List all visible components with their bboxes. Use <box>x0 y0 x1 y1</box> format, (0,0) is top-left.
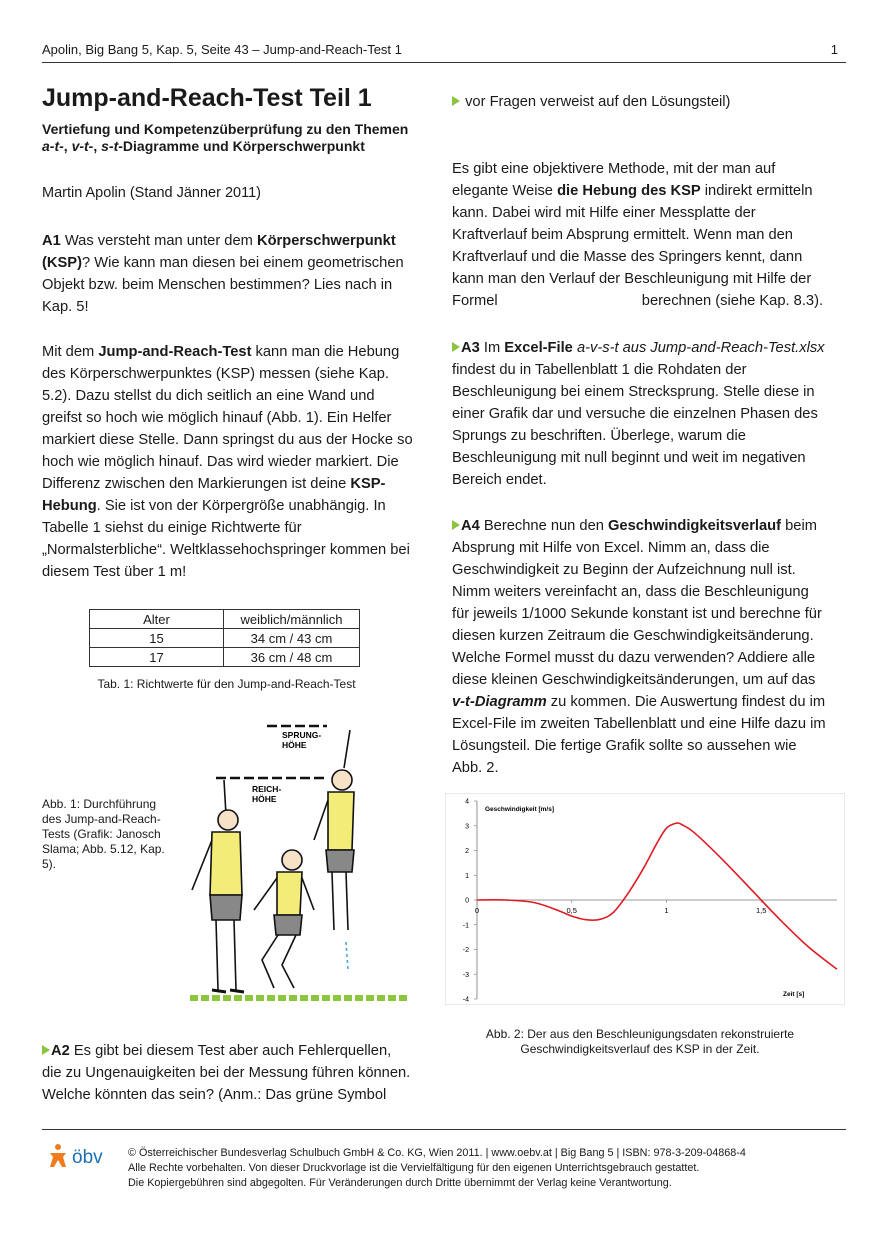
label-sprung-2: HÖHE <box>282 740 307 750</box>
footer-line-2: Alle Rechte vorbehalten. Von dieser Druckvorlage ist die Vervielfältigung für den eigenen Unterrichtsgebrauch gestattet. <box>128 1162 700 1174</box>
table-cell: 34 cm / 43 cm <box>224 629 360 648</box>
page-title: Jump-and-Reach-Test Teil 1 <box>42 84 372 112</box>
figure-2-caption: Abb. 2: Der aus den Beschleunigungsdaten rekonstruierte Geschwindigkeitsverlauf des KSP in der Zeit. <box>485 1027 795 1056</box>
table-header-cell: weiblich/männlich <box>224 610 360 629</box>
y-tick-label: 3 <box>465 823 469 831</box>
a4-text-2: beim Absprung mit Hilfe von Excel. Nimm an, dass die Geschwindigkeit zu Beginn der Aufzeichnung null ist. Nimm weiters vereinfacht an, dass die Beschleunigung für jeweils 1/1000 Sekunde konstant ist und berechne für diesen kurzen Zeitraum die Geschwindigkeitsänderung. Welche Formel musst du dazu verwenden? Addiere alle diese kleinen Geschwindigkeitsänderungen, um auf das <box>452 518 822 688</box>
footer-rule <box>42 1129 846 1130</box>
page-number: 1 <box>830 42 838 57</box>
intro-paragraph <box>42 341 414 583</box>
table-cell: 17 <box>90 648 224 667</box>
table-cell: 36 cm / 48 cm <box>224 648 360 667</box>
solution-arrow-icon <box>452 342 460 352</box>
excel-file-name: a-v-s-t aus Jump-and-Reach-Test.xlsx <box>576 340 825 356</box>
oebv-logo <box>46 1143 118 1169</box>
task-a2-continued <box>452 91 828 113</box>
subtitle-sep-1: , <box>63 138 72 154</box>
task-a4 <box>452 515 828 779</box>
y-tick-label: -1 <box>462 922 469 930</box>
y-tick-label: -4 <box>462 996 469 1004</box>
a3-text-2: findest du in Tabellenblatt 1 die Rohdaten der Beschleunigung bei einem Strecksprung. Stelle diese in einer Grafik dar und versuche die einzelnen Phasen des Sprungs zu beschriften. Überlege, warum die Beschleunigung mit null beginnt und weit im negativen Bereich endet. <box>452 362 818 488</box>
a1-text-1: Was versteht man unter dem <box>60 233 257 249</box>
method-text-2: indirekt ermitteln kann. Dabei wird mit Hilfe einer Messplatte der Kraftverlauf beim Absprung ermittelt. Wenn man den Kraftverlauf und die Masse des Springers kennt, dann kann man den Verlauf der Beschleunigung mit Hilfe der Formel <box>452 183 813 309</box>
a4-text-3: zu kommen. Die Auswertung findest du im Excel-File im zweiten Tabellenblatt und eine Hilfe dazu im Lösungsteil. Die fertige Grafik sollte so aussehen wie Abb. 2. <box>452 694 826 776</box>
x-tick-label: 0,5 <box>566 906 577 915</box>
page-header <box>42 40 846 63</box>
footer-text <box>128 1146 746 1191</box>
intro-text-2: kann man die Hebung des Körperschwerpunktes (KSP) messen (siehe Kap. 5.2). Dazu stellst du dich seitlich an eine Wand und greifst so hoch wie möglich hinauf (Abb. 1). Ein Helfer markiert diese Stelle. Dann springst du aus der Hocke so hoch wie möglich hinauf. Das wird wieder markiert. Die Differenz zwischen den Markierungen ist deine <box>42 344 413 492</box>
chart-xlabel: Zeit [s] <box>783 991 805 998</box>
table-header-row <box>90 610 360 629</box>
subtitle-at: a-t- <box>42 138 64 154</box>
velocity-chart <box>445 793 845 1005</box>
a3-text-1: Im <box>479 340 505 356</box>
footer-line-1: © Österreichischer Bundesverlag Schulbuch GmbH & Co. KG, Wien 2011. | www.oebv.at | Big Bang 5 | ISBN: 978-3-209-04868-4 <box>128 1147 746 1159</box>
label-reich-2: HÖHE <box>252 794 277 804</box>
x-tick-label: 1 <box>664 906 669 915</box>
table-caption: Tab. 1: Richtwerte für den Jump-and-Reach-Test <box>97 677 356 691</box>
a4-text-1: Berechne nun den <box>479 518 608 534</box>
a2-label: A2 <box>51 1043 70 1059</box>
solution-arrow-icon <box>452 96 460 106</box>
y-tick-label: 4 <box>465 798 469 806</box>
y-tick-label: 0 <box>465 897 469 905</box>
task-a3 <box>452 337 828 491</box>
intro-text-1: Mit dem <box>42 344 99 360</box>
subtitle-st: s-t <box>101 138 119 154</box>
a3-bold: Excel-File <box>504 340 573 356</box>
a2-text-2: vor Fragen verweist auf den Lösungsteil) <box>461 94 731 110</box>
a1-bold: Körperschwerpunkt (KSP) <box>42 233 396 271</box>
y-tick-label: -3 <box>462 971 469 979</box>
a1-label: A1 <box>42 233 61 249</box>
subtitle-sep-2: , <box>93 138 102 154</box>
figure-1-caption: Abb. 1: Durchführung des Jump-and-Reach-Tests (Grafik: Janosch Slama; Abb. 5.12, Kap. 5). <box>42 797 165 871</box>
table-cell: 15 <box>90 629 224 648</box>
a2-text-1: Es gibt bei diesem Test aber auch Fehlerquellen, die zu Ungenauigkeiten bei der Messung führen können. Welche könnten das sein? (Anm.: Das grüne Symbol <box>42 1043 411 1103</box>
method-text-3: berechnen (siehe Kap. 8.3). <box>641 293 824 309</box>
chart-frame <box>445 793 845 1005</box>
subtitle-vt: v-t- <box>71 138 94 154</box>
chart-axes <box>445 793 845 1005</box>
y-tick-label: -2 <box>462 947 469 954</box>
intro-bold-2: KSP-Hebung <box>42 476 386 514</box>
label-reich-1: REICH- <box>252 784 282 794</box>
method-text-1: Es gibt eine objektivere Methode, mit der man auf elegante Weise <box>452 161 776 199</box>
task-a2 <box>42 1040 414 1106</box>
y-tick-label: 2 <box>465 848 469 855</box>
solution-arrow-icon <box>42 1045 50 1055</box>
author-line: Martin Apolin (Stand Jänner 2011) <box>42 185 261 201</box>
footer-line-3: Die Kopiergebühren sind abgegolten. Für Veränderungen durch Dritte übernimmt der Verlag keine Verantwortung. <box>128 1177 672 1189</box>
a1-text-2: ? Wie kann man diesen bei einem geometrischen Objekt bzw. beim Menschen bestimmen? Lies nach in Kap. 5! <box>42 255 404 315</box>
method-bold: die Hebung des KSP <box>557 183 701 199</box>
table-header-cell: Alter <box>90 610 224 629</box>
header-title: Apolin, Big Bang 5, Kap. 5, Seite 43 – Jump-and-Reach-Test 1 <box>42 42 402 57</box>
subtitle-text-1: Vertiefung und Kompetenzüberprüfung zu den Themen <box>42 121 409 137</box>
table-row <box>90 629 360 648</box>
values-table <box>89 609 360 667</box>
x-tick-label: 0 <box>474 906 480 915</box>
x-tick-label: 1,5 <box>755 906 767 915</box>
logo-text: öbv <box>72 1147 103 1168</box>
subtitle <box>42 121 412 155</box>
subtitle-text-2: -Diagramme und Körperschwerpunkt <box>118 138 365 154</box>
a3-label: A3 <box>461 340 480 356</box>
chart-ylabel: Geschwindigkeit [m/s] <box>485 806 554 813</box>
jump-and-reach-illustration <box>182 720 412 1010</box>
table-row <box>90 648 360 667</box>
a4-bold-1: Geschwindigkeitsverlauf <box>608 518 782 534</box>
a4-bold-2: v-t-Diagramm <box>452 694 547 710</box>
intro-bold-1: Jump-and-Reach-Test <box>98 344 252 360</box>
label-sprung-1: SPRUNG- <box>282 730 322 740</box>
solution-arrow-icon <box>452 520 460 530</box>
y-tick-label: 1 <box>465 872 469 880</box>
method-paragraph <box>452 158 828 312</box>
task-a1 <box>42 230 414 318</box>
a4-label: A4 <box>461 518 480 534</box>
values-table-wrap <box>89 609 360 667</box>
intro-text-3: . Sie ist von der Körpergröße unabhängig. In Tabelle 1 siehst du einige Richtwerte für „Normalsterbliche“. Weltklassehochspringer kommen bei diesem Test über 1 m! <box>42 498 410 580</box>
